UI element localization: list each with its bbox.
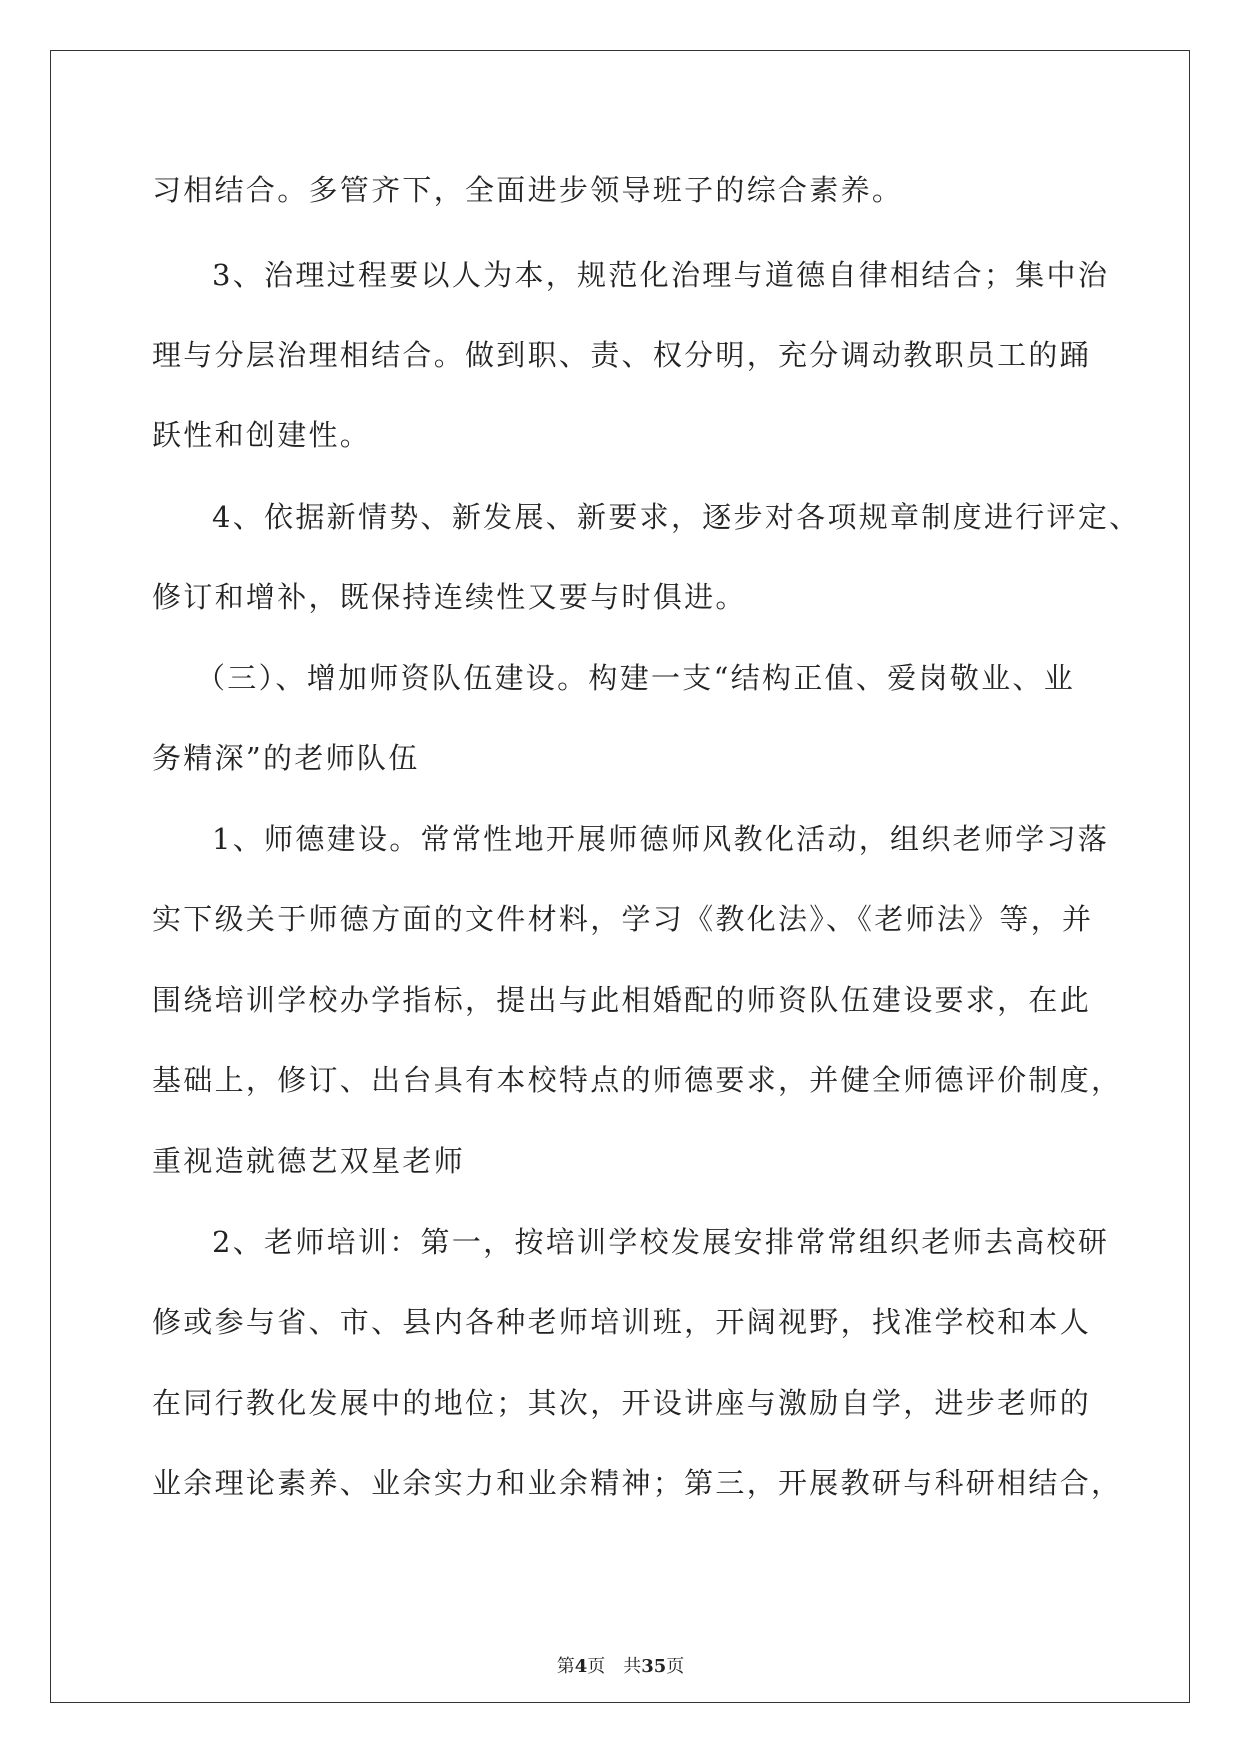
text-line: 实下级关于师德方面的文件材料，学习《教化法》、《老师法》等，并 — [152, 902, 1094, 936]
text-line: 3、治理过程要以人为本，规范化治理与道德自律相结合；集中治 — [212, 258, 1110, 292]
text-line: 业余理论素养、业余实力和业余精神；第三，开展教研与科研相结合， — [152, 1466, 1123, 1500]
text-line: 跃性和创建性。 — [152, 418, 372, 452]
page-border — [50, 50, 1190, 1703]
text-line: 围绕培训学校办学指标，提出与此相婚配的师资队伍建设要求，在此 — [152, 983, 1092, 1017]
text-line: 基础上，修订、出台具有本校特点的师德要求，并健全师德评价制度， — [152, 1063, 1123, 1097]
page-prefix: 第 — [556, 1656, 575, 1677]
text-line: 习相结合。多管齐下，全面进步领导班子的综合素养。 — [152, 173, 904, 207]
total-suffix: 页 — [666, 1656, 685, 1677]
page-footer — [0, 1655, 1241, 1679]
page-number: 4 — [574, 1656, 588, 1677]
text-line: 理与分层治理相结合。做到职、责、权分明，充分调动教职员工的踊 — [152, 338, 1092, 372]
page-suffix: 页 — [587, 1656, 606, 1677]
total-pages: 35 — [641, 1656, 667, 1677]
text-line: 在同行教化发展中的地位；其次，开设讲座与激励自学，进步老师的 — [152, 1386, 1092, 1420]
text-line: 2、老师培训：第一，按培训学校发展安排常常组织老师去高校研 — [212, 1225, 1110, 1259]
text-line: 修或参与省、市、县内各种老师培训班，开阔视野，找准学校和本人 — [152, 1305, 1092, 1339]
text-line: 1、师德建设。常常性地开展师德师风教化活动，组织老师学习落 — [212, 822, 1110, 856]
total-prefix: 共 — [623, 1656, 642, 1677]
text-line: 重视造就德艺双星老师 — [152, 1144, 466, 1178]
text-line: 务精深”的老师队伍 — [152, 741, 420, 775]
text-line: 修订和增补，既保持连续性又要与时俱进。 — [152, 580, 747, 614]
text-line: 4、依据新情势、新发展、新要求，逐步对各项规章制度进行评定、 — [212, 500, 1141, 534]
text-line: （三）、增加师资队伍建设。构建一支“结构正值、爱岗敬业、业 — [196, 661, 1076, 695]
